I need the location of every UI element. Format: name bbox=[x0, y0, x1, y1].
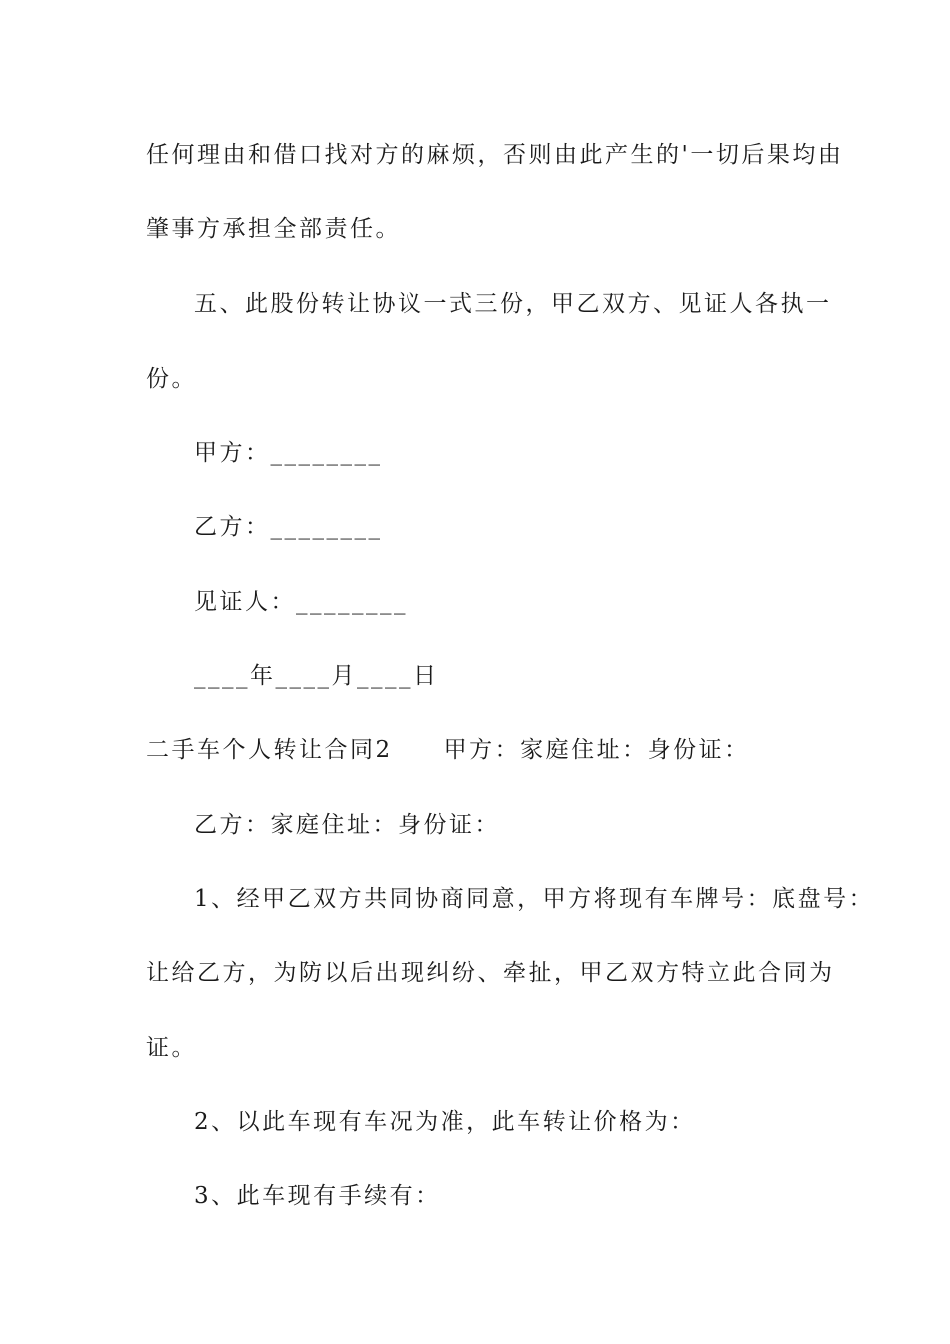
party-b-signature-line: 乙方：________ bbox=[194, 514, 383, 540]
paragraph-line: 任何理由和借口找对方的麻烦，否则由此产生的'一切后果均由 bbox=[146, 142, 844, 168]
party-b-info-line: 乙方：家庭住址：身份证： bbox=[194, 812, 500, 838]
clause-five-line: 五、此股份转让协议一式三份，甲乙双方、见证人各执一 bbox=[194, 291, 832, 317]
clause-three-line: 3、此车现有手续有： bbox=[194, 1183, 441, 1209]
paragraph-line: 让给乙方，为防以后出现纠纷、牵扯，甲乙双方特立此合同为 bbox=[146, 960, 835, 986]
clause-two-line: 2、以此车现有车况为准，此车转让价格为： bbox=[194, 1109, 696, 1135]
paragraph-line: 份。 bbox=[146, 366, 197, 392]
contract-title-line: 二手车个人转让合同2 甲方：家庭住址：身份证： bbox=[146, 737, 750, 763]
witness-signature-line: 见证人：________ bbox=[194, 589, 408, 615]
paragraph-line: 肇事方承担全部责任。 bbox=[146, 216, 401, 242]
party-a-signature-line: 甲方：________ bbox=[194, 440, 383, 466]
clause-one-line: 1、经甲乙双方共同协商同意，甲方将现有车牌号：底盘号： bbox=[194, 886, 875, 912]
paragraph-line: 证。 bbox=[146, 1035, 197, 1061]
date-line: ____年____月____日 bbox=[194, 663, 439, 689]
